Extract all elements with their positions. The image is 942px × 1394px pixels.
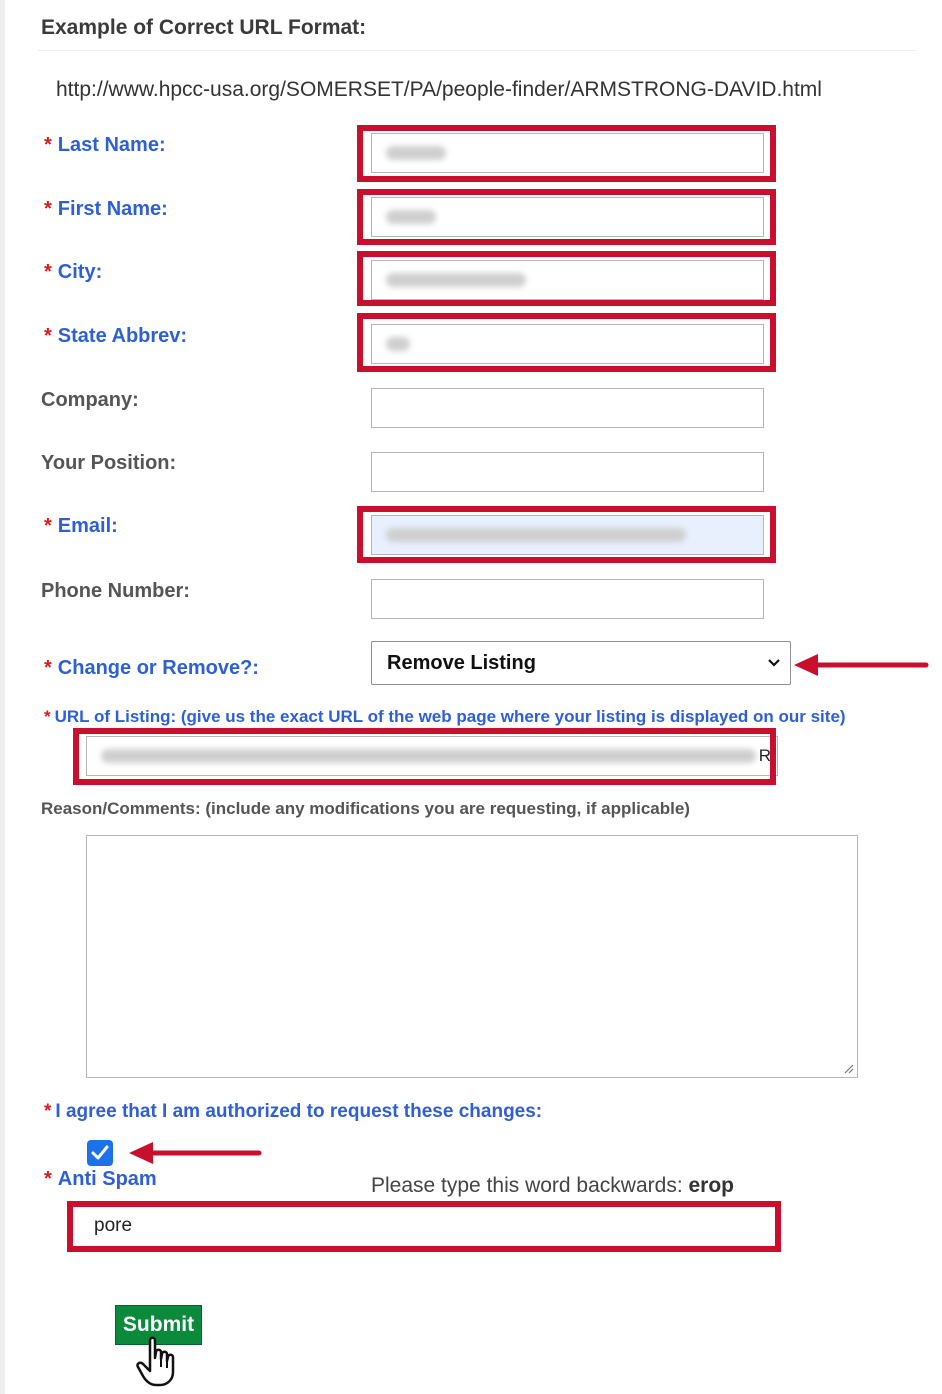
- agree-checkbox[interactable]: [87, 1140, 113, 1166]
- url-listing-label: [44, 707, 846, 727]
- company-label: Company:: [41, 389, 139, 411]
- position-input[interactable]: [371, 452, 764, 492]
- state-input[interactable]: [371, 324, 764, 364]
- city-label: [44, 261, 102, 284]
- anti-spam-word: erop: [688, 1174, 735, 1197]
- first-name-label-text: First Name:: [57, 198, 168, 220]
- red-arrow-icon: [127, 1139, 263, 1167]
- hand-pointer-icon: [136, 1336, 184, 1388]
- last-name-label: [44, 134, 166, 157]
- phone-input[interactable]: [371, 579, 764, 619]
- position-label: Your Position:: [41, 452, 177, 474]
- redacted-value: [386, 528, 686, 542]
- required-star: *: [44, 325, 52, 347]
- change-remove-select[interactable]: [371, 641, 791, 685]
- instruction-text: Please type this word backwards:: [371, 1174, 683, 1197]
- redacted-value: [386, 273, 526, 287]
- chevron-down-icon: [766, 655, 782, 671]
- reason-textarea[interactable]: [86, 835, 858, 1078]
- red-arrow-icon: [792, 651, 930, 679]
- required-star: *: [44, 198, 52, 220]
- state-label-text: State Abbrev:: [57, 325, 188, 347]
- change-remove-label-text: Change or Remove?:: [57, 657, 259, 679]
- required-star: *: [44, 657, 52, 679]
- first-name-label: [44, 198, 168, 221]
- state-label: [44, 325, 187, 348]
- required-star: *: [44, 134, 52, 156]
- checkmark-icon: [90, 1143, 110, 1163]
- example-url: http://www.hpcc-usa.org/SOMERSET/PA/people-finder/ARMSTRONG-DAVID.html: [56, 78, 822, 101]
- redacted-value: [386, 146, 446, 160]
- redacted-value: [386, 337, 410, 351]
- email-label: [44, 515, 118, 538]
- redacted-value: [101, 749, 756, 763]
- anti-spam-instruction: [371, 1174, 734, 1198]
- select-value: Remove Listing: [387, 651, 536, 674]
- reason-label: Reason/Comments: (include any modifications you are requesting, if applicable): [41, 799, 690, 818]
- agree-label-text: I agree that I am authorized to request these changes:: [55, 1101, 543, 1122]
- anti-spam-input[interactable]: [82, 1207, 772, 1245]
- change-remove-label: [44, 657, 259, 680]
- required-star: *: [44, 1168, 52, 1190]
- url-listing-input[interactable]: [86, 736, 778, 776]
- last-name-input[interactable]: [371, 133, 764, 173]
- city-label-text: City:: [57, 261, 103, 283]
- url-trailing-char: R: [758, 746, 771, 765]
- email-input[interactable]: [371, 515, 764, 555]
- email-label-text: Email:: [57, 515, 118, 537]
- required-star: *: [44, 261, 52, 283]
- submit-button[interactable]: Submit: [115, 1305, 202, 1345]
- redacted-value: [386, 210, 436, 224]
- required-star: *: [44, 515, 52, 537]
- required-star: *: [44, 1101, 52, 1122]
- required-star: *: [44, 707, 51, 726]
- last-name-label-text: Last Name:: [57, 134, 166, 156]
- left-border: [0, 0, 5, 1394]
- section-title: Example of Correct URL Format:: [41, 16, 367, 39]
- anti-spam-value: pore: [94, 1215, 133, 1236]
- url-listing-label-text: URL of Listing: (give us the exact URL of the web page where your listing is displayed on our site): [54, 707, 846, 726]
- agree-label: [44, 1101, 542, 1123]
- anti-spam-label-text: Anti Spam: [57, 1168, 157, 1190]
- divider: [38, 50, 916, 51]
- company-input[interactable]: [371, 388, 764, 428]
- resize-grip-icon[interactable]: [842, 1062, 854, 1074]
- phone-label: Phone Number:: [41, 580, 190, 602]
- city-input[interactable]: [371, 260, 764, 300]
- anti-spam-label: [44, 1168, 157, 1191]
- first-name-input[interactable]: [371, 197, 764, 237]
